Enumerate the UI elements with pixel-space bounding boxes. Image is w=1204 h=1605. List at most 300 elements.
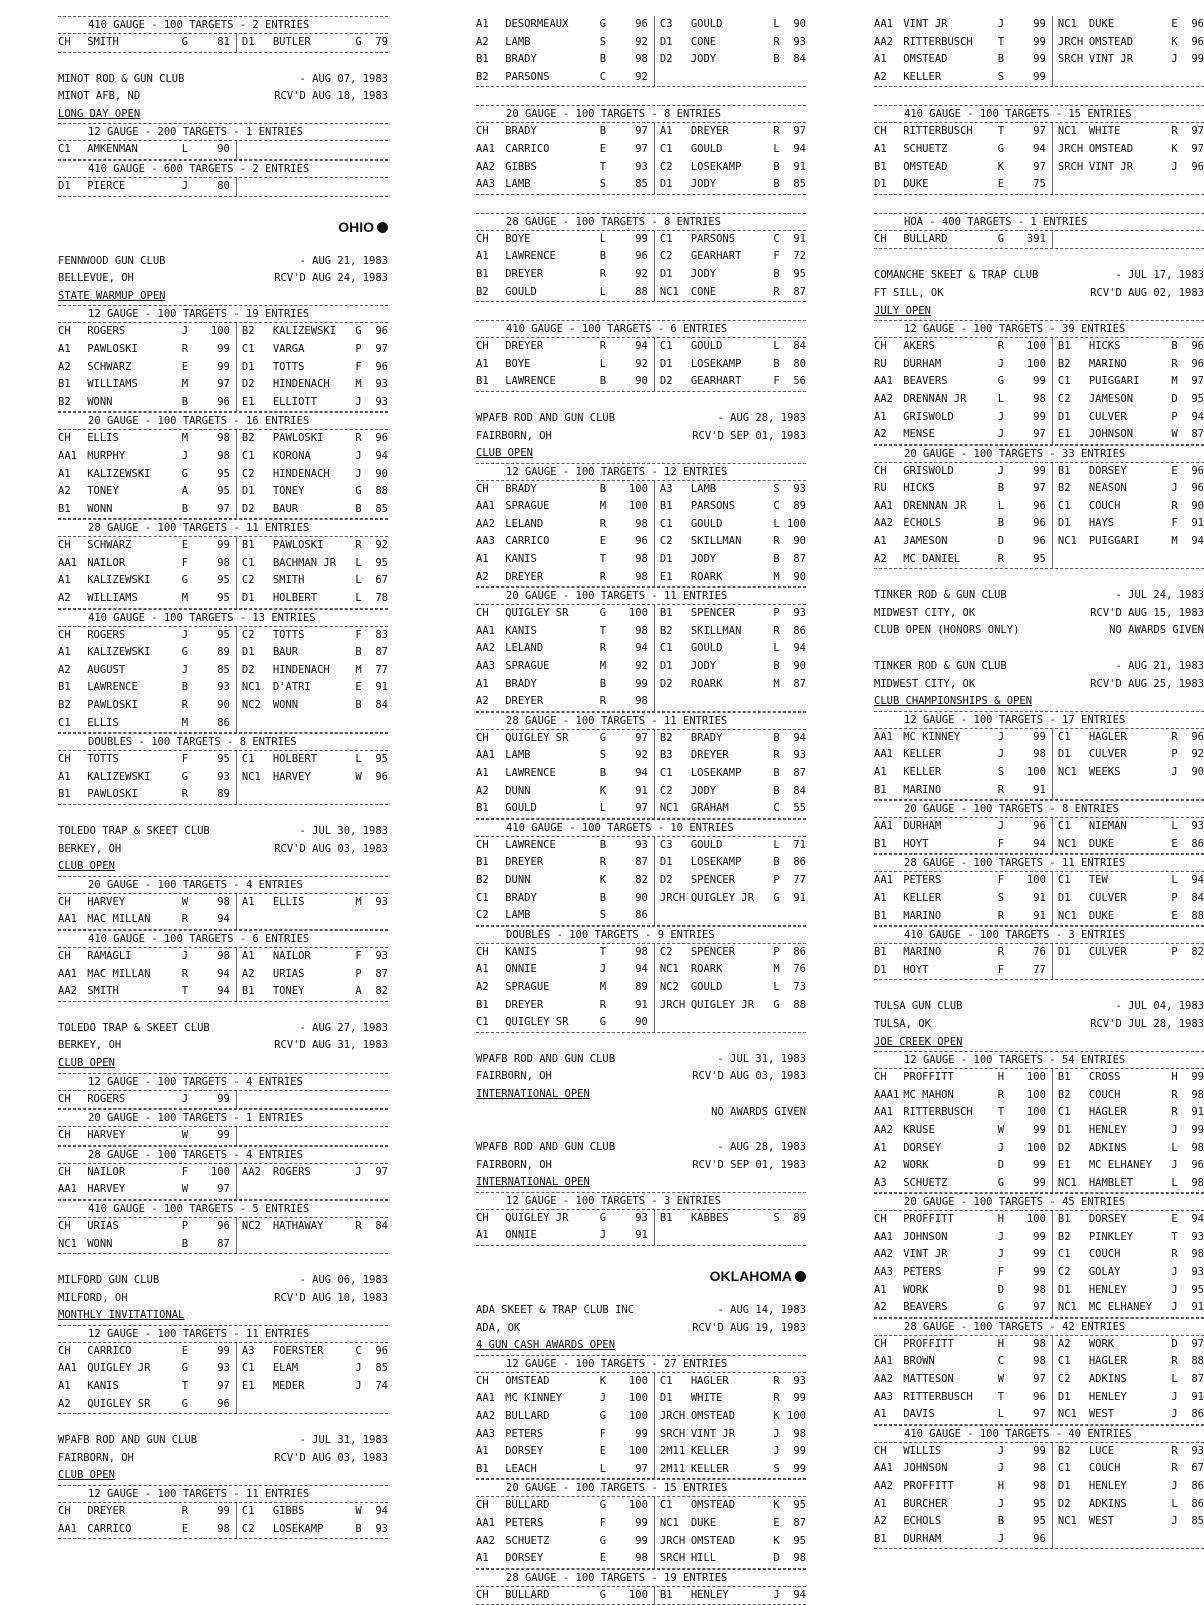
shoot-date: - AUG 21, 1983 xyxy=(1115,660,1204,673)
result-cell: 97 xyxy=(624,1461,655,1479)
result-cell: SCHWARZ xyxy=(87,539,132,552)
result-cell: 95 xyxy=(206,627,237,645)
result-cell: CH xyxy=(874,232,887,245)
result-cell: R xyxy=(599,517,607,530)
result-cell: P xyxy=(773,607,780,620)
result-cell xyxy=(367,141,388,159)
result-cell: HENLEY xyxy=(1088,1283,1127,1296)
result-cell: DREYER xyxy=(505,340,544,353)
result-cell: B1 xyxy=(58,378,71,391)
gauge-header: 410 GAUGE - 100 TARGETS - 10 ENTRIES xyxy=(476,819,806,837)
result-cell: CARRICO xyxy=(87,1344,132,1357)
result-cell: DORSEY xyxy=(505,1552,544,1565)
result-cell: NC1 xyxy=(1057,125,1077,138)
result-cell: 92 xyxy=(1191,748,1204,761)
result-cell xyxy=(1171,782,1183,800)
result-row xyxy=(476,569,806,588)
result-cell: B2 xyxy=(659,624,673,637)
result-cell xyxy=(1183,551,1204,569)
result-cell: PAWLOSKI xyxy=(272,432,324,445)
result-cell: 94 xyxy=(375,1505,388,1518)
result-cell: S xyxy=(773,1211,780,1224)
result-cell: 97 xyxy=(1022,480,1053,498)
result-cell: JRCH xyxy=(1057,35,1084,48)
result-cell: F xyxy=(773,375,780,388)
result-row xyxy=(476,623,806,641)
received-date: RCV'D AUG 03, 1983 xyxy=(274,1451,388,1464)
result-cell: L xyxy=(773,340,780,353)
result-cell: CH xyxy=(476,482,489,495)
result-cell xyxy=(355,1127,367,1145)
result-cell: 85 xyxy=(375,502,388,515)
result-cell: 99 xyxy=(624,676,655,694)
result-row xyxy=(874,551,1204,570)
result-cell: 100 xyxy=(1022,1211,1053,1229)
received-date: RCV'D AUG 31, 1983 xyxy=(274,1039,388,1052)
result-cell: M xyxy=(355,378,362,391)
result-cell: AA2 xyxy=(874,1248,893,1261)
result-cell: PIERCE xyxy=(87,179,126,192)
result-cell: J xyxy=(181,1092,189,1105)
result-cell: MATTESON xyxy=(903,1373,954,1386)
result-cell: ELLIOTT xyxy=(272,395,318,408)
result-cell: BULLARD xyxy=(505,1410,550,1423)
result-cell: 92 xyxy=(624,266,655,284)
result-cell: 85 xyxy=(375,1362,388,1375)
result-cell: R xyxy=(599,267,607,280)
received-date: RCV'D AUG 18, 1983 xyxy=(274,90,388,103)
result-cell: 91 xyxy=(624,783,655,801)
result-cell: R xyxy=(181,913,189,926)
result-cell xyxy=(655,693,691,711)
result-cell: MENSE xyxy=(903,428,935,441)
result-cell: D2 xyxy=(241,502,255,515)
result-cell: 88 xyxy=(1191,909,1204,922)
result-row xyxy=(874,1478,1204,1496)
result-cell: F xyxy=(355,360,362,373)
result-row xyxy=(874,338,1204,356)
result-cell: CH xyxy=(476,945,489,958)
result-cell: C1 xyxy=(1057,820,1071,833)
result-cell: MARINO xyxy=(903,946,942,959)
result-cell: 84 xyxy=(793,53,806,66)
result-cell: M xyxy=(1171,535,1178,548)
result-row xyxy=(58,141,388,160)
result-cell: DRENNAN JR xyxy=(903,499,967,512)
result-cell: C2 xyxy=(241,628,255,641)
result-row xyxy=(58,1378,388,1396)
result-cell: 96 xyxy=(1191,1159,1204,1172)
result-row xyxy=(58,555,388,573)
result-cell: 98 xyxy=(624,1550,655,1568)
result-cell: B xyxy=(997,53,1005,66)
result-cell: CH xyxy=(58,1092,71,1105)
result-cell: 86 xyxy=(624,907,655,925)
result-cell: J xyxy=(997,820,1005,833)
result-row xyxy=(874,373,1204,391)
club-block xyxy=(58,1020,388,1254)
club-header xyxy=(58,823,388,841)
result-cell: 95 xyxy=(206,590,237,608)
result-cell: AAA1 xyxy=(874,1088,900,1101)
result-cell: PUIGGARI xyxy=(1088,535,1140,548)
gauge-header: 12 GAUGE - 100 TARGETS - 39 ENTRIES xyxy=(874,320,1204,338)
result-cell: WEST xyxy=(1088,1515,1115,1528)
result-row xyxy=(476,676,806,694)
gauge-header: 20 GAUGE - 100 TARGETS - 45 ENTRIES xyxy=(874,1193,1204,1211)
gauge-header: 28 GAUGE - 100 TARGETS - 19 ENTRIES xyxy=(476,1569,806,1587)
result-cell: SPRAGUE xyxy=(505,500,550,513)
result-cell: S xyxy=(773,1462,780,1475)
received-date: RCV'D SEP 01, 1983 xyxy=(692,429,806,442)
result-cell: COUCH xyxy=(1088,499,1121,512)
result-cell xyxy=(1053,69,1089,87)
result-cell xyxy=(1089,231,1172,249)
result-cell: H xyxy=(997,1480,1005,1492)
result-cell: 96 xyxy=(375,432,388,445)
result-cell: B2 xyxy=(659,731,673,744)
result-cell: A2 xyxy=(874,1301,887,1314)
result-cell: GOULD xyxy=(690,142,723,155)
result-cell: D2 xyxy=(659,375,673,388)
result-cell: OMSTEAD xyxy=(903,160,948,173)
result-cell: 87 xyxy=(624,854,655,872)
result-cell: ROARK xyxy=(690,963,723,976)
result-row xyxy=(476,997,806,1015)
gauge-header: 410 GAUGE - 100 TARGETS - 6 ENTRIES xyxy=(476,320,806,338)
result-cell xyxy=(1171,962,1183,980)
result-cell: P xyxy=(181,1219,189,1232)
result-cell: 96 xyxy=(624,16,655,34)
result-row xyxy=(476,907,806,926)
result-cell: AA2 xyxy=(874,1480,893,1492)
result-cell: CH xyxy=(476,607,489,620)
gauge-header: 12 GAUGE - 100 TARGETS - 4 ENTRIES xyxy=(58,1073,388,1091)
result-cell: D1 xyxy=(1057,517,1071,530)
result-cell: W xyxy=(355,770,362,783)
result-cell: A2 xyxy=(241,967,255,980)
result-cell: 94 xyxy=(206,966,237,984)
result-cell: 99 xyxy=(206,359,237,377)
result-cell: KRUSE xyxy=(903,1123,935,1136)
result-cell: DESORMEAUX xyxy=(505,18,569,30)
result-cell: B1 xyxy=(1057,1071,1071,1084)
result-cell: A1 xyxy=(476,357,489,370)
result-cell: L xyxy=(355,556,362,569)
result-cell: 99 xyxy=(1022,1229,1053,1247)
result-cell: HOLBERT xyxy=(272,753,318,766)
result-cell: 99 xyxy=(1022,1157,1053,1175)
result-row xyxy=(476,533,806,551)
result-cell: 90 xyxy=(206,141,237,159)
result-cell: R xyxy=(181,1505,189,1518)
shoot-date: - JUL 17, 1983 xyxy=(1115,269,1204,282)
gauge-header: 410 GAUGE - 100 TARGETS - 6 ENTRIES xyxy=(58,930,388,948)
result-cell: 99 xyxy=(1022,34,1053,52)
club-location xyxy=(874,676,1204,694)
result-cell: 94 xyxy=(1022,836,1053,854)
result-cell: B1 xyxy=(476,998,489,1011)
result-row xyxy=(874,872,1204,890)
result-cell: NC1 xyxy=(659,285,679,298)
result-cell: 89 xyxy=(206,644,237,662)
result-cell: 93 xyxy=(1191,1444,1204,1457)
result-cell xyxy=(367,911,388,929)
result-cell xyxy=(1053,176,1089,194)
result-cell: 100 xyxy=(1022,356,1053,374)
result-cell: P xyxy=(355,967,362,980)
result-cell xyxy=(273,178,356,196)
result-cell: 97 xyxy=(206,376,237,394)
result-cell: C1 xyxy=(241,753,255,766)
result-cell: 94 xyxy=(1191,410,1204,423)
result-cell xyxy=(691,1014,774,1032)
result-row xyxy=(476,231,806,249)
result-cell: S xyxy=(997,70,1005,83)
result-row xyxy=(476,854,806,872)
result-cell: J xyxy=(1171,1301,1178,1314)
result-row xyxy=(476,693,806,712)
result-cell: 99 xyxy=(1191,53,1204,66)
result-cell: NC1 xyxy=(241,681,261,694)
result-row xyxy=(476,1497,806,1515)
result-cell: E xyxy=(599,535,607,548)
result-cell xyxy=(1053,231,1089,249)
result-cell: 95 xyxy=(1191,392,1204,405)
result-cell: 98 xyxy=(793,1427,806,1440)
result-cell: G xyxy=(997,1176,1005,1189)
result-cell: E1 xyxy=(1057,1159,1071,1172)
result-cell: OMSTEAD xyxy=(505,1374,550,1387)
result-cell: LAWRENCE xyxy=(505,375,556,388)
result-cell: B xyxy=(355,502,362,515)
result-cell: 100 xyxy=(624,481,655,499)
gauge-header: 410 GAUGE - 600 TARGETS - 2 ENTRIES xyxy=(58,160,388,178)
result-row xyxy=(58,644,388,662)
result-block xyxy=(58,16,388,53)
result-cell: 96 xyxy=(1022,533,1053,551)
result-cell: 92 xyxy=(624,34,655,52)
result-cell: 96 xyxy=(1022,1389,1053,1407)
result-cell: CH xyxy=(58,539,71,552)
result-row xyxy=(874,944,1204,962)
result-cell: T xyxy=(599,553,607,566)
result-cell: 92 xyxy=(624,69,655,87)
result-cell: R xyxy=(997,946,1005,959)
result-cell xyxy=(355,1396,367,1414)
result-cell: R xyxy=(599,856,607,869)
result-row xyxy=(874,836,1204,855)
result-cell: ROGERS xyxy=(272,1165,311,1178)
result-cell: P xyxy=(1171,891,1178,904)
result-row xyxy=(58,483,388,501)
result-row xyxy=(874,176,1204,195)
result-cell: G xyxy=(997,375,1005,388)
result-row xyxy=(874,141,1204,159)
result-cell: S xyxy=(773,482,780,495)
result-cell: E xyxy=(181,1344,189,1357)
result-cell: C1 xyxy=(241,449,255,462)
result-cell: M xyxy=(599,500,607,513)
result-cell: R xyxy=(773,35,780,48)
result-cell xyxy=(1089,782,1172,800)
result-row xyxy=(58,1091,388,1110)
result-cell: SMITH xyxy=(272,574,305,587)
result-cell: HAMBLET xyxy=(1088,1176,1134,1189)
result-cell: CARRICO xyxy=(505,535,550,548)
result-cell: A3 xyxy=(241,1344,255,1357)
result-cell: 87 xyxy=(206,1236,237,1254)
shoot-name: CLUB OPEN xyxy=(58,860,115,873)
result-cell: DUKE xyxy=(1088,909,1115,922)
result-cell: D1 xyxy=(659,178,673,191)
club-block xyxy=(58,71,388,197)
result-cell: GIBBS xyxy=(272,1505,305,1518)
result-row xyxy=(476,800,806,819)
club-header xyxy=(476,1051,806,1069)
club-block xyxy=(476,1302,806,1605)
result-cell: NAILOR xyxy=(87,1165,126,1178)
club-name: WPAFB ROD AND GUN CLUB xyxy=(476,411,616,424)
result-cell: S xyxy=(599,909,607,922)
result-cell: JODY xyxy=(690,553,717,566)
result-cell: C1 xyxy=(1057,499,1071,512)
result-cell: HOYT xyxy=(903,963,929,976)
club-name: TULSA GUN CLUB xyxy=(874,1000,963,1013)
result-cell: ROGERS xyxy=(87,1092,126,1105)
result-cell: 93 xyxy=(624,159,655,177)
result-row xyxy=(58,537,388,555)
result-cell: DREYER xyxy=(505,856,544,869)
result-cell: PUIGGARI xyxy=(1088,375,1140,388)
result-cell: M xyxy=(355,895,362,908)
result-cell: OMSTEAD xyxy=(1088,142,1134,155)
result-cell: 95 xyxy=(206,483,237,501)
result-cell: CH xyxy=(58,1129,71,1142)
result-cell xyxy=(355,1236,367,1254)
shoot-date: - AUG 14, 1983 xyxy=(717,1304,806,1317)
result-cell: 98 xyxy=(793,1552,806,1565)
result-row xyxy=(476,373,806,392)
result-cell: 85 xyxy=(624,176,655,194)
result-cell: 100 xyxy=(206,323,237,341)
result-row xyxy=(874,409,1204,427)
result-cell: HILL xyxy=(690,1552,717,1565)
result-cell: 96 xyxy=(1191,730,1204,743)
result-row xyxy=(476,640,806,658)
result-cell: NC1 xyxy=(659,963,679,976)
result-cell: A1 xyxy=(874,410,887,423)
result-cell: A2 xyxy=(476,980,489,993)
result-cell: 94 xyxy=(206,911,237,929)
club-name: WPAFB ROD AND GUN CLUB xyxy=(58,1434,198,1447)
result-cell: 99 xyxy=(1022,1175,1053,1193)
result-cell: 95 xyxy=(206,751,237,769)
result-cell: 79 xyxy=(375,36,388,48)
state-heading xyxy=(476,1268,806,1284)
result-cell: CARRICO xyxy=(87,1522,132,1535)
result-cell: E1 xyxy=(241,1380,255,1393)
result-cell: DUNN xyxy=(505,873,531,886)
club-location xyxy=(874,1016,1204,1034)
result-row xyxy=(874,1513,1204,1531)
result-cell: C1 xyxy=(659,517,673,530)
result-cell xyxy=(773,1014,785,1032)
result-cell: RU xyxy=(874,482,887,495)
result-cell xyxy=(1183,1531,1204,1549)
result-cell: 99 xyxy=(1022,1443,1053,1461)
gauge-header: 28 GAUGE - 100 TARGETS - 11 ENTRIES xyxy=(58,519,388,537)
result-cell: HENLEY xyxy=(1088,1123,1127,1136)
result-cell: HENLEY xyxy=(690,1588,729,1601)
result-cell: 2M11 xyxy=(659,1462,686,1475)
result-cell: A3 xyxy=(659,482,673,495)
result-cell: DREYER xyxy=(505,267,544,280)
result-cell: 93 xyxy=(1191,1230,1204,1243)
shoot-name: STATE WARMUP OPEN xyxy=(58,289,166,302)
result-cell: C2 xyxy=(241,467,255,480)
result-cell: BRADY xyxy=(505,125,537,138)
result-cell: 94 xyxy=(206,983,237,1001)
result-cell: 93 xyxy=(375,395,388,408)
result-cell: G xyxy=(181,646,189,659)
result-cell: R xyxy=(599,340,607,353)
result-cell: 95 xyxy=(793,1499,806,1512)
result-cell: 93 xyxy=(375,895,388,908)
result-cell: 99 xyxy=(206,1343,237,1361)
result-cell xyxy=(355,178,367,196)
result-cell xyxy=(785,69,806,87)
result-cell: 87 xyxy=(375,646,388,659)
result-row xyxy=(874,729,1204,747)
club-name: COMANCHE SKEET & TRAP CLUB xyxy=(874,269,1039,282)
result-cell: GEARHART xyxy=(690,375,742,388)
shoot-name: CLUB OPEN (HONORS ONLY) xyxy=(874,624,1020,637)
result-row xyxy=(476,51,806,69)
result-cell: H xyxy=(997,1213,1005,1226)
result-cell: VINT JR xyxy=(1088,53,1134,66)
result-cell: J xyxy=(355,395,362,408)
result-row xyxy=(58,178,388,197)
result-cell: R xyxy=(181,788,189,801)
result-cell: SMITH xyxy=(87,985,119,998)
result-cell: 94 xyxy=(793,142,806,155)
result-cell: R xyxy=(1171,1088,1178,1101)
result-cell: DUNN xyxy=(505,784,531,797)
result-cell: HINDENACH xyxy=(272,467,330,480)
result-cell: G xyxy=(773,891,780,904)
result-cell: 98 xyxy=(206,555,237,573)
result-cell: D1 xyxy=(1057,1390,1071,1403)
result-cell: RITTERBUSCH xyxy=(903,125,973,138)
result-row xyxy=(476,1587,806,1605)
result-cell: AA1 xyxy=(58,1522,77,1535)
result-cell: AA1 xyxy=(58,967,77,980)
result-cell: G xyxy=(599,1588,607,1601)
result-cell: B2 xyxy=(1057,1088,1071,1101)
result-cell: 67 xyxy=(1191,1462,1204,1475)
result-row xyxy=(476,338,806,356)
result-cell: J xyxy=(355,467,362,480)
result-cell: L xyxy=(599,232,607,245)
result-cell: AMKENMAN xyxy=(87,143,138,156)
result-cell: DAVIS xyxy=(903,1408,935,1421)
result-cell: R xyxy=(1171,1106,1178,1119)
result-cell: 99 xyxy=(206,537,237,555)
result-cell: A1 xyxy=(874,1497,887,1510)
result-cell: T xyxy=(599,624,607,637)
result-cell: A2 xyxy=(476,695,489,708)
